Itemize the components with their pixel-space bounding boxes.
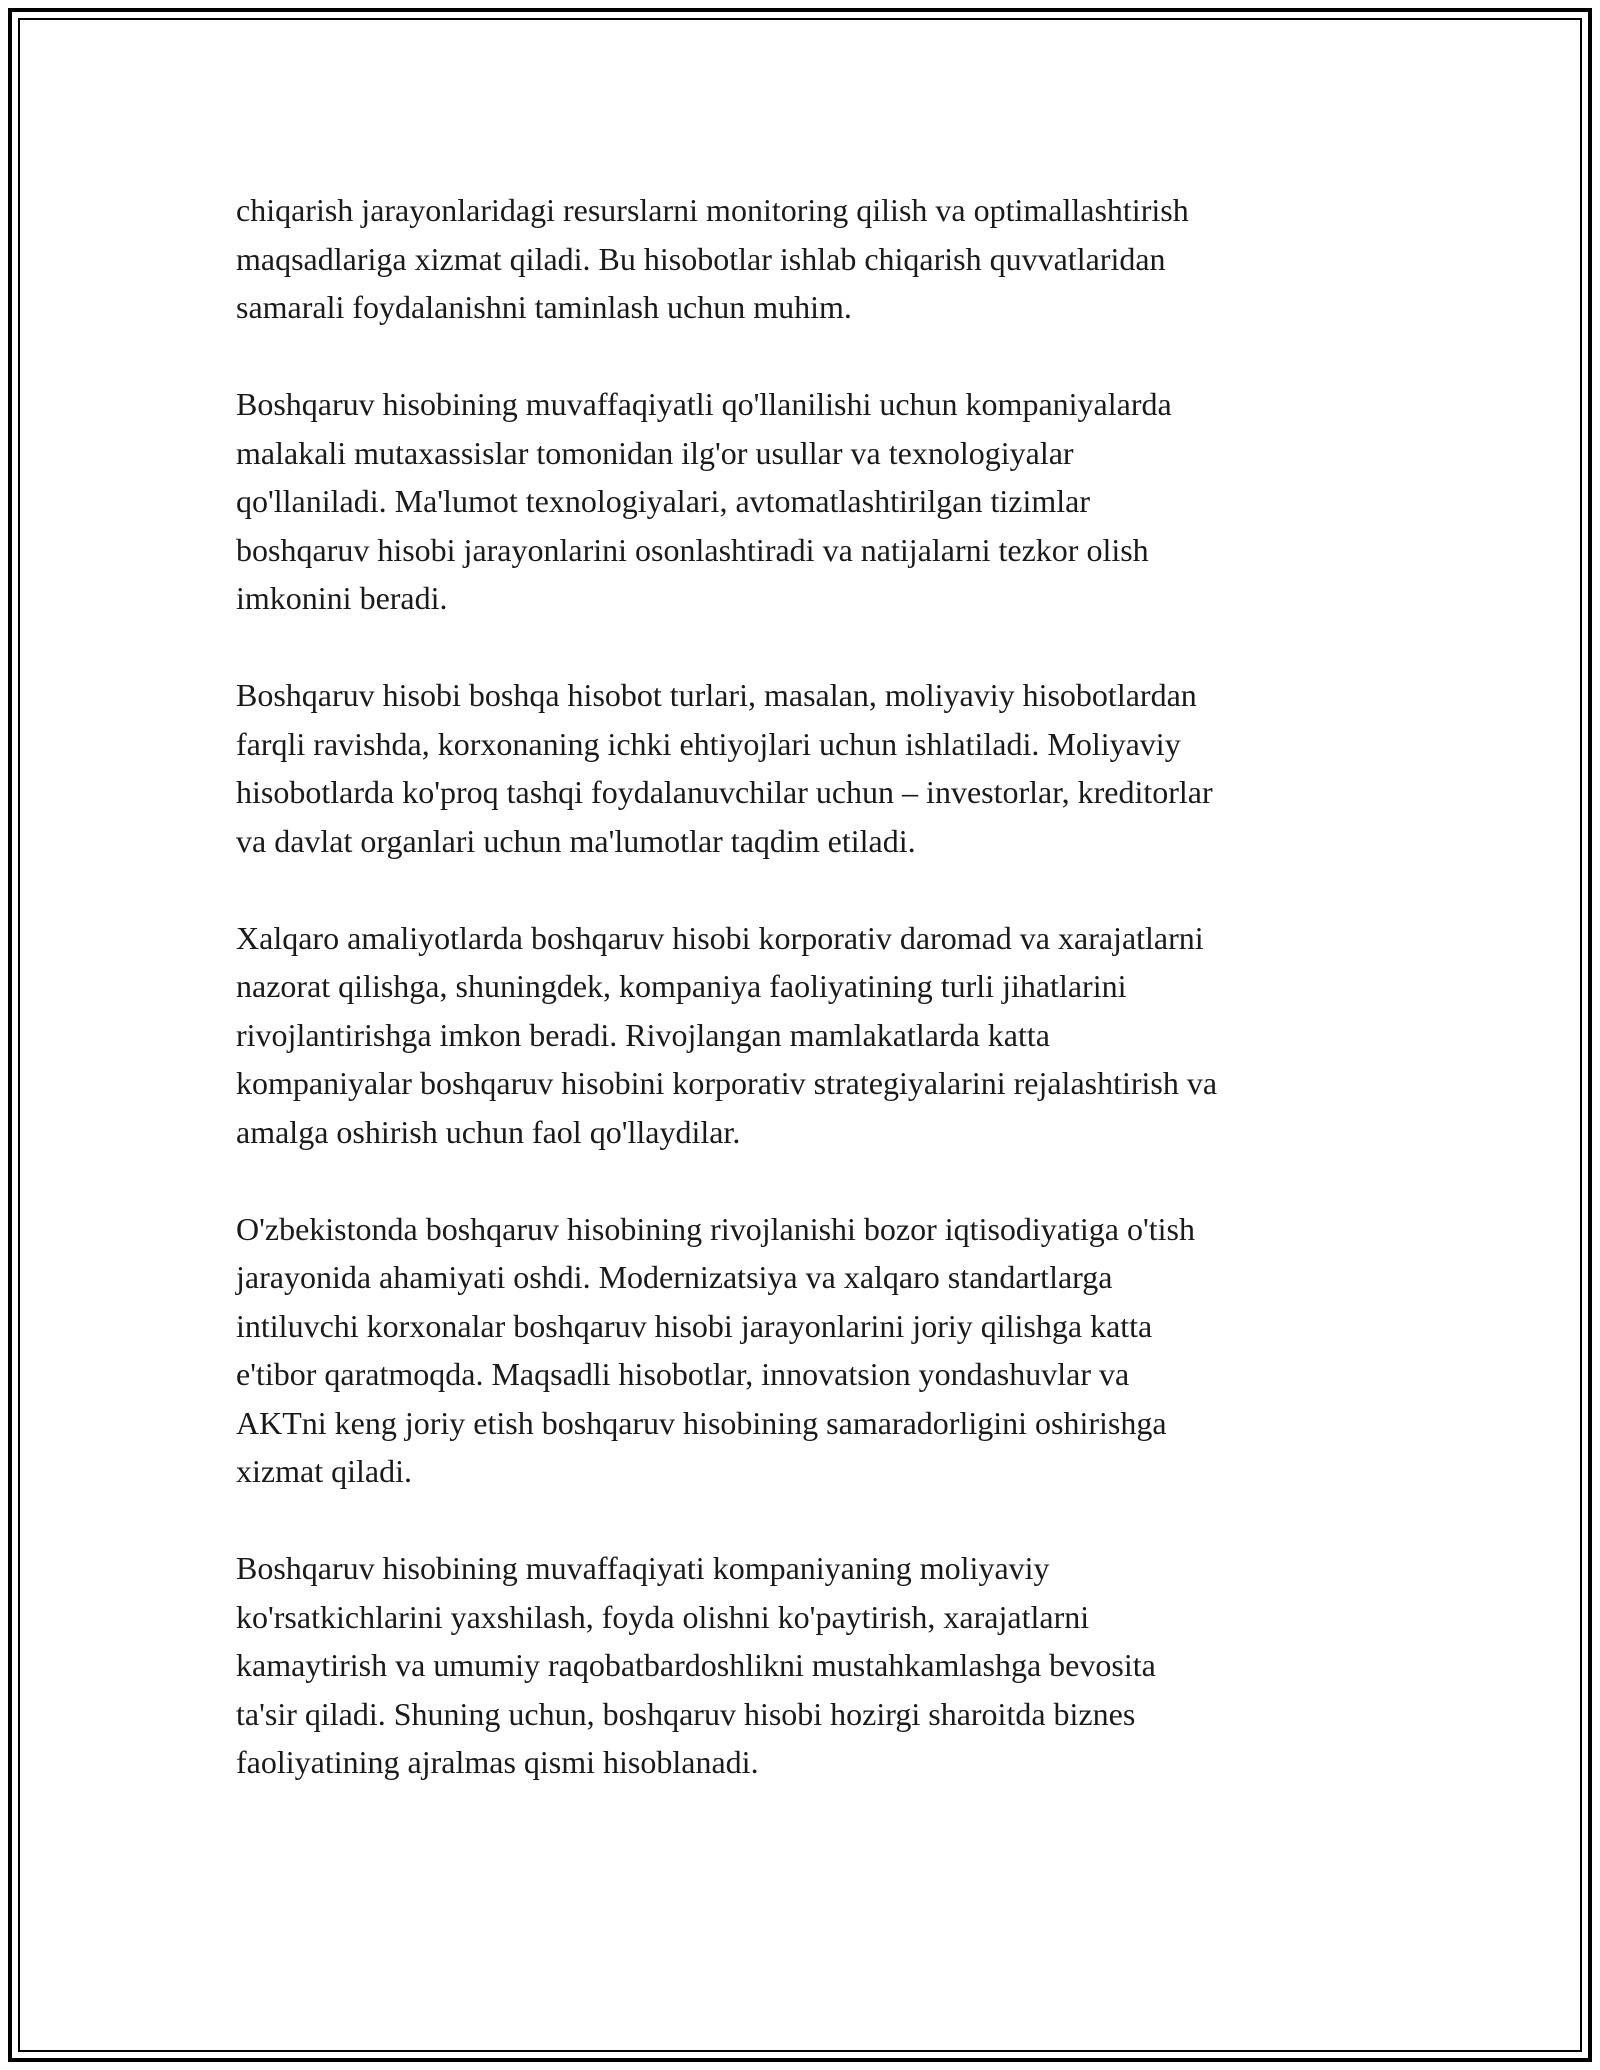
text-line: jarayonida ahamiyati oshdi. Modernizatsiya va xalqaro standartlarga xyxy=(236,1259,1113,1295)
paragraph-2 xyxy=(236,380,1386,623)
document-body xyxy=(236,186,1386,1835)
text-line: chiqarish jarayonlaridagi resurslarni monitoring qilish va optimallashtirish xyxy=(236,192,1189,228)
text-line: ko'rsatkichlarini yaxshilash, foyda olishni ko'paytirish, xarajatlarni xyxy=(236,1598,1090,1635)
text-line: Xalqaro amaliyotlarda boshqaruv hisobi korporativ daromad va xarajatlarni xyxy=(236,919,1204,956)
text-line: O'zbekistonda boshqaruv hisobining rivojlanishi bozor iqtisodiyatiga o'tish xyxy=(236,1210,1195,1247)
text-line: maqsadlariga xizmat qiladi. Bu hisobotlar ishlab chiqarish quvvatlaridan xyxy=(236,240,1166,277)
text-line: rivojlantirishga imkon beradi. Rivojlangan mamlakatlarda katta xyxy=(236,1016,1050,1053)
text-line: faoliyatining ajralmas qismi hisoblanadi. xyxy=(236,1744,759,1780)
text-line: qo'llaniladi. Ma'lumot texnologiyalari, avtomatlashtirilgan tizimlar xyxy=(236,483,1090,519)
text-line: kompaniyalar boshqaruv hisobini korporativ strategiyalarini rejalashtirish va xyxy=(236,1065,1218,1101)
text-line: amalga oshirish uchun faol qo'llaydilar. xyxy=(236,1113,741,1150)
text-line: nazorat qilishga, shuningdek, kompaniya faoliyatining turli jihatlarini xyxy=(236,968,1127,1004)
text-line: va davlat organlari uchun ma'lumotlar taqdim etiladi. xyxy=(236,822,916,859)
text-line: Boshqaruv hisobining muvaffaqiyatli qo'llanilishi uchun kompaniyalarda xyxy=(236,386,1172,422)
text-line: boshqaruv hisobi jarayonlarini osonlashtiradi va natijalarni tezkor olish xyxy=(236,531,1149,568)
paragraph-4 xyxy=(236,914,1386,1157)
text-line: kamaytirish va umumiy raqobatbardoshlikni mustahkamlashga bevosita xyxy=(236,1647,1156,1683)
text-line: xizmat qiladi. xyxy=(236,1453,412,1489)
text-line: intiluvchi korxonalar boshqaruv hisobi jarayonlarini joriy qilishga katta xyxy=(236,1307,1153,1344)
text-line: farqli ravishda, korxonaning ichki ehtiyojlari uchun ishlatiladi. Moliyaviy xyxy=(236,725,1181,762)
paragraph-3 xyxy=(236,671,1386,865)
text-line: Boshqaruv hisobi boshqa hisobot turlari, masalan, moliyaviy hisobotlardan xyxy=(236,677,1197,713)
text-line: ta'sir qiladi. Shuning uchun, boshqaruv hisobi hozirgi sharoitda biznes xyxy=(236,1695,1136,1732)
text-line: AKTni keng joriy etish boshqaruv hisobining samaradorligini oshirishga xyxy=(236,1404,1167,1441)
paragraph-5 xyxy=(236,1205,1386,1496)
paragraph-1 xyxy=(236,186,1386,332)
text-line: samarali foydalanishni taminlash uchun muhim. xyxy=(236,289,852,325)
text-line: malakali mutaxassislar tomonidan ilg'or usullar va texnologiyalar xyxy=(236,434,1074,471)
text-line: e'tibor qaratmoqda. Maqsadli hisobotlar, innovatsion yondashuvlar va xyxy=(236,1356,1130,1392)
paragraph-6 xyxy=(236,1544,1386,1787)
text-line: Boshqaruv hisobining muvaffaqiyati kompaniyaning moliyaviy xyxy=(236,1550,1050,1586)
text-line: hisobotlarda ko'proq tashqi foydalanuvchilar uchun – investorlar, kreditorlar xyxy=(236,774,1213,810)
text-line: imkonini beradi. xyxy=(236,580,448,616)
